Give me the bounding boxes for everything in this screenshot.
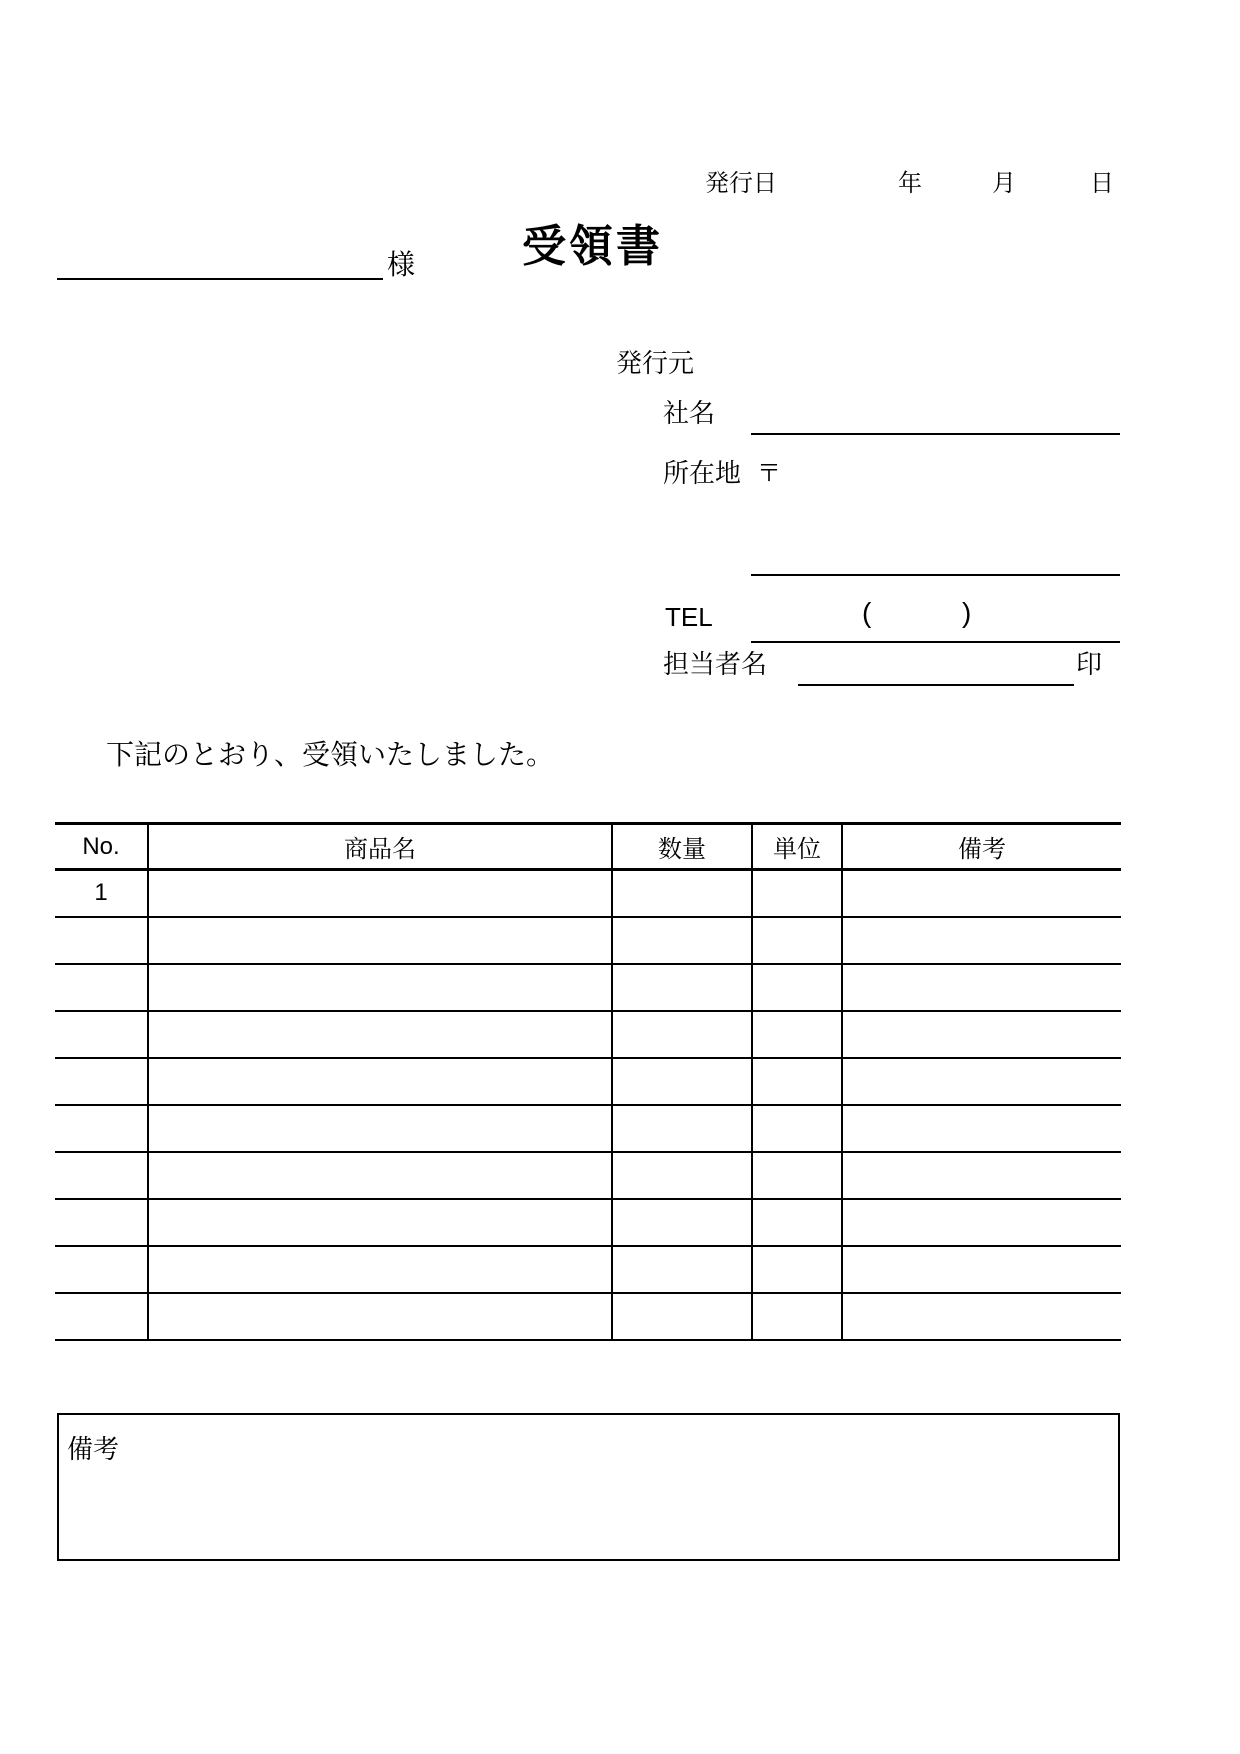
- table-cell: [842, 964, 1121, 1011]
- table-cell: [752, 1293, 842, 1340]
- address-fill-line: [751, 574, 1120, 576]
- table-cell: [612, 1246, 752, 1293]
- table-cell: [842, 1058, 1121, 1105]
- items-table-header-row: [55, 824, 1121, 870]
- tel-fill-line: [751, 641, 1120, 643]
- table-cell: [842, 1105, 1121, 1152]
- table-cell: [148, 1199, 612, 1246]
- table-cell: [148, 964, 612, 1011]
- table-cell: [612, 917, 752, 964]
- table-cell: [612, 870, 752, 917]
- issue-date-year-label: 年: [898, 170, 922, 197]
- table-row: [55, 1246, 1121, 1293]
- table-cell: [752, 1199, 842, 1246]
- issue-date-label: 発行日: [705, 170, 777, 197]
- table-row: [55, 1152, 1121, 1199]
- table-cell: [148, 1152, 612, 1199]
- table-cell: [752, 964, 842, 1011]
- table-cell: [148, 1246, 612, 1293]
- contact-person-label: 担当者名: [663, 649, 768, 679]
- items-table-header-cell: 商品名: [148, 824, 612, 870]
- table-row: [55, 1058, 1121, 1105]
- table-cell: [752, 1152, 842, 1199]
- items-table-header-cell: 数量: [612, 824, 752, 870]
- table-cell: [148, 917, 612, 964]
- table-row: [55, 964, 1121, 1011]
- receipt-statement: 下記のとおり、受領いたしました。: [106, 739, 555, 770]
- table-cell: [55, 1152, 148, 1199]
- company-name-fill-line: [751, 433, 1120, 435]
- table-cell: [842, 1199, 1121, 1246]
- table-cell: [612, 1152, 752, 1199]
- table-cell: [55, 1058, 148, 1105]
- seal-label: 印: [1076, 649, 1103, 679]
- table-cell: [752, 1105, 842, 1152]
- table-cell: [612, 1105, 752, 1152]
- table-cell: [842, 1246, 1121, 1293]
- addressee-fill-line: [57, 278, 383, 280]
- table-cell: [55, 1011, 148, 1058]
- items-table-head: [55, 824, 1121, 870]
- table-cell: [842, 1011, 1121, 1058]
- table-cell: 1: [55, 870, 148, 917]
- issue-date-month-label: 月: [992, 170, 1016, 197]
- table-cell: [148, 1293, 612, 1340]
- table-cell: [148, 870, 612, 917]
- table-cell: [612, 964, 752, 1011]
- addressee-suffix-label: 様: [387, 249, 416, 280]
- items-table-header-cell: No.: [55, 824, 148, 870]
- table-cell: [842, 917, 1121, 964]
- items-table-header-cell: 単位: [752, 824, 842, 870]
- table-row: [55, 1011, 1121, 1058]
- table-cell: [842, 870, 1121, 917]
- postal-mark: 〒: [757, 460, 781, 487]
- table-cell: [612, 1293, 752, 1340]
- table-row: [55, 870, 1121, 917]
- table-cell: [55, 964, 148, 1011]
- table-cell: [55, 917, 148, 964]
- items-table-body: [55, 870, 1121, 1340]
- table-cell: [752, 1246, 842, 1293]
- table-cell: [612, 1199, 752, 1246]
- remarks-box: [57, 1413, 1120, 1561]
- contact-person-fill-line: [798, 684, 1074, 686]
- items-table-header-cell: 備考: [842, 824, 1121, 870]
- table-cell: [752, 870, 842, 917]
- table-cell: [148, 1011, 612, 1058]
- table-cell: [752, 917, 842, 964]
- issuer-heading: 発行元: [616, 348, 695, 378]
- tel-label: TEL: [665, 602, 713, 632]
- table-cell: [55, 1105, 148, 1152]
- table-row: [55, 1293, 1121, 1340]
- tel-paren-close: ): [962, 597, 972, 628]
- table-cell: [752, 1058, 842, 1105]
- table-row: [55, 1199, 1121, 1246]
- table-cell: [148, 1105, 612, 1152]
- table-cell: [612, 1011, 752, 1058]
- table-cell: [55, 1293, 148, 1340]
- table-row: [55, 917, 1121, 964]
- page-title: 受領書: [522, 222, 663, 271]
- issue-date-day-label: 日: [1090, 170, 1114, 197]
- table-cell: [148, 1058, 612, 1105]
- table-cell: [752, 1011, 842, 1058]
- company-name-label: 社名: [663, 398, 716, 428]
- items-table: [55, 822, 1121, 1341]
- table-cell: [842, 1293, 1121, 1340]
- table-cell: [55, 1199, 148, 1246]
- address-label: 所在地: [663, 458, 742, 488]
- remarks-label: 備考: [67, 1434, 120, 1464]
- table-row: [55, 1105, 1121, 1152]
- table-cell: [842, 1152, 1121, 1199]
- tel-paren-open: (: [862, 597, 872, 628]
- table-cell: [612, 1058, 752, 1105]
- table-cell: [55, 1246, 148, 1293]
